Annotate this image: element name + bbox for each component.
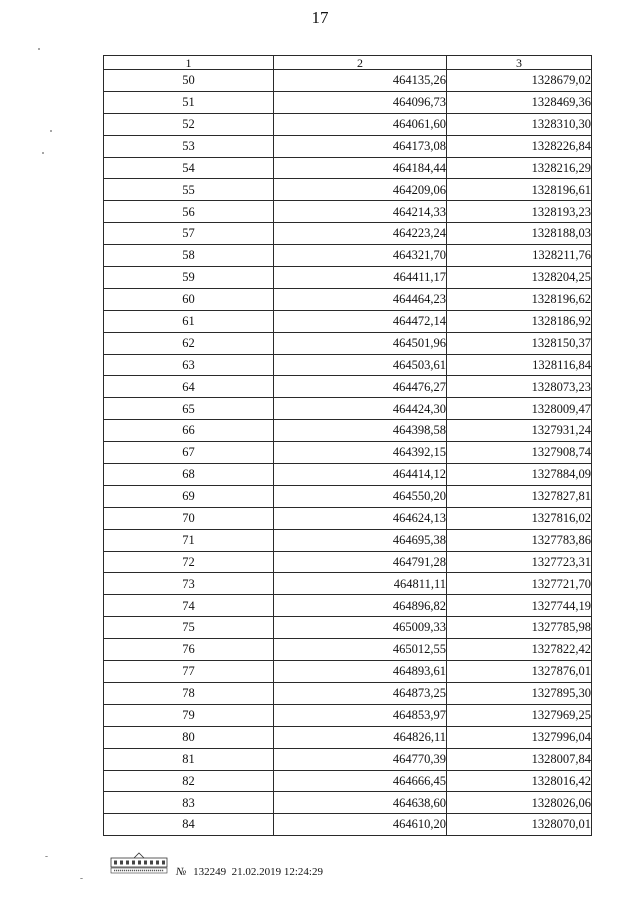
point-number-cell: 68 <box>104 464 274 486</box>
column-header-x: 2 <box>274 56 447 70</box>
point-number-cell: 59 <box>104 267 274 289</box>
x-coordinate-cell: 464476,27 <box>274 376 447 398</box>
point-number-cell: 70 <box>104 507 274 529</box>
y-coordinate-cell: 1327908,74 <box>447 442 592 464</box>
y-coordinate-cell: 1327931,24 <box>447 420 592 442</box>
table-row <box>104 595 592 617</box>
point-number-cell: 77 <box>104 661 274 683</box>
point-number-cell: 80 <box>104 726 274 748</box>
point-number-cell: 73 <box>104 573 274 595</box>
table-row <box>104 485 592 507</box>
x-coordinate-cell: 464214,33 <box>274 201 447 223</box>
y-coordinate-cell: 1328469,36 <box>447 91 592 113</box>
x-coordinate-cell: 464184,44 <box>274 157 447 179</box>
y-coordinate-cell: 1328150,37 <box>447 332 592 354</box>
table-header-row <box>104 56 592 70</box>
x-coordinate-cell: 464501,96 <box>274 332 447 354</box>
x-coordinate-cell: 464896,82 <box>274 595 447 617</box>
point-number-cell: 79 <box>104 704 274 726</box>
point-number-cell: 55 <box>104 179 274 201</box>
x-coordinate-cell: 464770,39 <box>274 748 447 770</box>
y-coordinate-cell: 1328679,02 <box>447 70 592 92</box>
table-row <box>104 332 592 354</box>
x-coordinate-cell: 464811,11 <box>274 573 447 595</box>
x-coordinate-cell: 464791,28 <box>274 551 447 573</box>
point-number-cell: 52 <box>104 113 274 135</box>
point-number-cell: 76 <box>104 639 274 661</box>
point-number-cell: 71 <box>104 529 274 551</box>
point-number-cell: 64 <box>104 376 274 398</box>
y-coordinate-cell: 1328009,47 <box>447 398 592 420</box>
table-row <box>104 376 592 398</box>
y-coordinate-cell: 1327816,02 <box>447 507 592 529</box>
x-coordinate-cell: 464610,20 <box>274 814 447 836</box>
table-row <box>104 398 592 420</box>
x-coordinate-cell: 464411,17 <box>274 267 447 289</box>
y-coordinate-cell: 1328193,23 <box>447 201 592 223</box>
y-coordinate-cell: 1327827,81 <box>447 485 592 507</box>
x-coordinate-cell: 464096,73 <box>274 91 447 113</box>
table-row <box>104 792 592 814</box>
document-datetime: 21.02.2019 12:24:29 <box>231 866 323 878</box>
scan-speck <box>45 856 48 857</box>
y-coordinate-cell: 1327721,70 <box>447 573 592 595</box>
table-row <box>104 113 592 135</box>
table-row <box>104 223 592 245</box>
point-number-cell: 75 <box>104 617 274 639</box>
page-number: 17 <box>311 8 329 27</box>
x-coordinate-cell: 464695,38 <box>274 529 447 551</box>
y-coordinate-cell: 1327876,01 <box>447 661 592 683</box>
table-row <box>104 442 592 464</box>
scan-speck <box>42 152 44 154</box>
x-coordinate-cell: 464321,70 <box>274 245 447 267</box>
x-coordinate-cell: 464223,24 <box>274 223 447 245</box>
point-number-cell: 50 <box>104 70 274 92</box>
x-coordinate-cell: 464398,58 <box>274 420 447 442</box>
x-coordinate-cell: 464424,30 <box>274 398 447 420</box>
x-coordinate-cell: 464624,13 <box>274 507 447 529</box>
table-row <box>104 310 592 332</box>
y-coordinate-cell: 1327895,30 <box>447 682 592 704</box>
column-header-y: 3 <box>447 56 592 70</box>
table-row <box>104 91 592 113</box>
table-row <box>104 617 592 639</box>
point-number-cell: 84 <box>104 814 274 836</box>
point-number-cell: 51 <box>104 91 274 113</box>
coordinates-table <box>103 55 592 836</box>
table-row <box>104 682 592 704</box>
y-coordinate-cell: 1328188,03 <box>447 223 592 245</box>
document-registration-line <box>176 866 323 878</box>
x-coordinate-cell: 464893,61 <box>274 661 447 683</box>
point-number-cell: 63 <box>104 354 274 376</box>
point-number-cell: 61 <box>104 310 274 332</box>
point-number-cell: 82 <box>104 770 274 792</box>
table-row <box>104 639 592 661</box>
point-number-cell: 74 <box>104 595 274 617</box>
y-coordinate-cell: 1328204,25 <box>447 267 592 289</box>
point-number-cell: 54 <box>104 157 274 179</box>
y-coordinate-cell: 1328016,42 <box>447 770 592 792</box>
y-coordinate-cell: 1328007,84 <box>447 748 592 770</box>
point-number-cell: 65 <box>104 398 274 420</box>
x-coordinate-cell: 464550,20 <box>274 485 447 507</box>
table-row <box>104 70 592 92</box>
table-row <box>104 814 592 836</box>
x-coordinate-cell: 464414,12 <box>274 464 447 486</box>
point-number-cell: 53 <box>104 135 274 157</box>
seal-stamp-icon <box>110 852 168 874</box>
point-number-cell: 56 <box>104 201 274 223</box>
table-row <box>104 770 592 792</box>
x-coordinate-cell: 464061,60 <box>274 113 447 135</box>
table-row <box>104 551 592 573</box>
scan-speck <box>80 878 83 879</box>
y-coordinate-cell: 1328026,06 <box>447 792 592 814</box>
point-number-cell: 81 <box>104 748 274 770</box>
x-coordinate-cell: 464472,14 <box>274 310 447 332</box>
x-coordinate-cell: 464392,15 <box>274 442 447 464</box>
point-number-cell: 72 <box>104 551 274 573</box>
x-coordinate-cell: 464503,61 <box>274 354 447 376</box>
table-row <box>104 704 592 726</box>
x-coordinate-cell: 464853,97 <box>274 704 447 726</box>
document-number: 132249 <box>193 866 227 878</box>
x-coordinate-cell: 464173,08 <box>274 135 447 157</box>
y-coordinate-cell: 1327783,86 <box>447 529 592 551</box>
y-coordinate-cell: 1328070,01 <box>447 814 592 836</box>
table-row <box>104 748 592 770</box>
scan-speck <box>50 130 52 132</box>
point-number-cell: 83 <box>104 792 274 814</box>
point-number-cell: 58 <box>104 245 274 267</box>
table-row <box>104 267 592 289</box>
point-number-cell: 57 <box>104 223 274 245</box>
y-coordinate-cell: 1327744,19 <box>447 595 592 617</box>
point-number-cell: 78 <box>104 682 274 704</box>
table-row <box>104 573 592 595</box>
table-row <box>104 354 592 376</box>
y-coordinate-cell: 1327969,25 <box>447 704 592 726</box>
y-coordinate-cell: 1328116,84 <box>447 354 592 376</box>
table-row <box>104 464 592 486</box>
x-coordinate-cell: 465012,55 <box>274 639 447 661</box>
y-coordinate-cell: 1327996,04 <box>447 726 592 748</box>
table-row <box>104 661 592 683</box>
point-number-cell: 69 <box>104 485 274 507</box>
y-coordinate-cell: 1327785,98 <box>447 617 592 639</box>
table-row <box>104 157 592 179</box>
table-row <box>104 288 592 310</box>
y-coordinate-cell: 1328196,61 <box>447 179 592 201</box>
y-coordinate-cell: 1328310,30 <box>447 113 592 135</box>
table-row <box>104 201 592 223</box>
x-coordinate-cell: 464826,11 <box>274 726 447 748</box>
table-row <box>104 245 592 267</box>
x-coordinate-cell: 464638,60 <box>274 792 447 814</box>
point-number-cell: 60 <box>104 288 274 310</box>
table-row <box>104 179 592 201</box>
y-coordinate-cell: 1328226,84 <box>447 135 592 157</box>
y-coordinate-cell: 1327884,09 <box>447 464 592 486</box>
y-coordinate-cell: 1328211,76 <box>447 245 592 267</box>
table-body <box>104 70 592 836</box>
y-coordinate-cell: 1327723,31 <box>447 551 592 573</box>
column-header-point: 1 <box>104 56 274 70</box>
y-coordinate-cell: 1327822,42 <box>447 639 592 661</box>
table-row <box>104 135 592 157</box>
table-row <box>104 726 592 748</box>
y-coordinate-cell: 1328216,29 <box>447 157 592 179</box>
y-coordinate-cell: 1328196,62 <box>447 288 592 310</box>
x-coordinate-cell: 464209,06 <box>274 179 447 201</box>
x-coordinate-cell: 465009,33 <box>274 617 447 639</box>
point-number-cell: 62 <box>104 332 274 354</box>
y-coordinate-cell: 1328073,23 <box>447 376 592 398</box>
table-row <box>104 529 592 551</box>
x-coordinate-cell: 464464,23 <box>274 288 447 310</box>
scan-speck <box>38 48 40 50</box>
point-number-cell: 66 <box>104 420 274 442</box>
point-number-cell: 67 <box>104 442 274 464</box>
table-row <box>104 420 592 442</box>
x-coordinate-cell: 464873,25 <box>274 682 447 704</box>
number-sign: № <box>176 866 187 878</box>
x-coordinate-cell: 464135,26 <box>274 70 447 92</box>
table-row <box>104 507 592 529</box>
x-coordinate-cell: 464666,45 <box>274 770 447 792</box>
y-coordinate-cell: 1328186,92 <box>447 310 592 332</box>
